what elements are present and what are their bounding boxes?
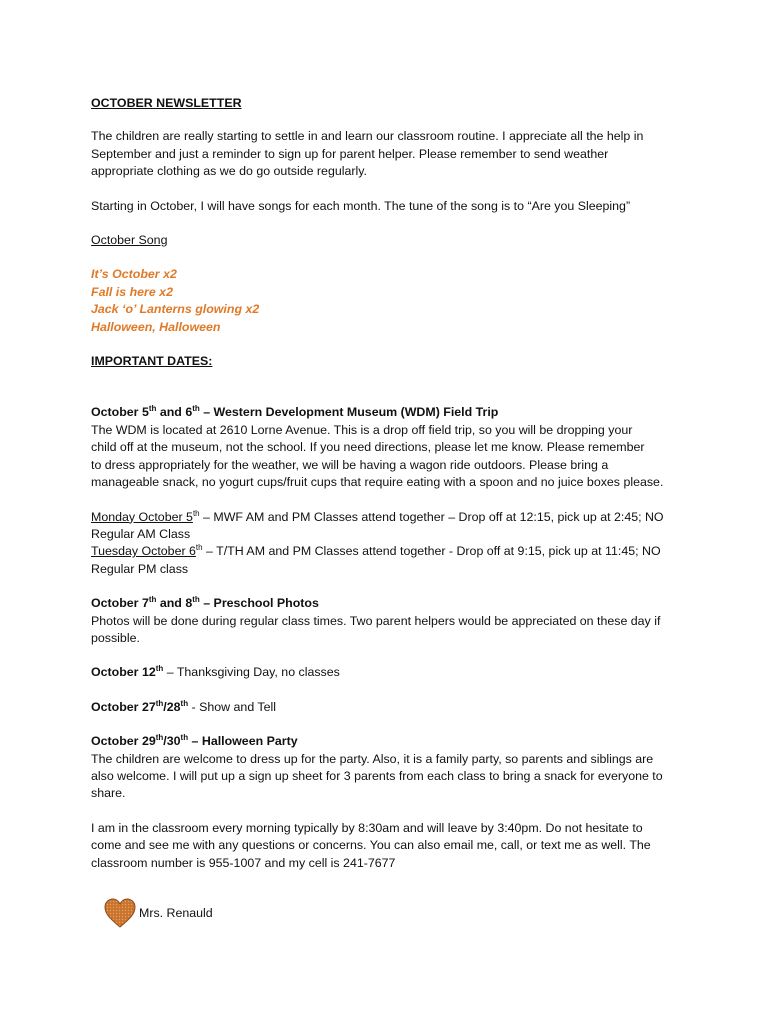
song-lyrics <box>91 266 691 336</box>
field-trip-line: manageable snack, no yogurt cups/fruit cups that require eating with a spoon and no juice boxes please. <box>91 475 664 490</box>
closing-line: I am in the classroom every morning typically by 8:30am and will leave by 3:40pm. Do not hesitate to <box>91 820 643 835</box>
song-heading: October Song <box>91 233 168 248</box>
closing-line: classroom number is 955-1007 and my cell is 241-7677 <box>91 855 396 870</box>
newsletter-title: OCTOBER NEWSLETTER <box>91 96 242 110</box>
song-line: It’s October x2 <box>91 267 177 282</box>
field-trip-section <box>91 404 691 491</box>
song-line: Jack ‘o’ Lanterns glowing x2 <box>91 302 260 317</box>
signature-block <box>103 897 213 929</box>
heading-text: and 6 <box>156 405 193 420</box>
monday-line <box>91 509 691 526</box>
photos-line: possible. <box>91 630 140 645</box>
heart-icon <box>103 897 137 929</box>
halloween-section <box>91 733 691 803</box>
songs-intro: Starting in October, I will have songs for each month. The tune of the song is to “Are you Sleeping” <box>91 198 631 213</box>
song-line: Fall is here x2 <box>91 284 173 299</box>
field-trip-heading <box>91 404 691 421</box>
halloween-line: also welcome. I will put up a sign up sheet for 3 parents from each class to bring a snack for everyone to <box>91 768 663 783</box>
ordinal-suffix: th <box>148 595 157 604</box>
heading-text: – Western Development Museum (WDM) Field Trip <box>199 405 499 420</box>
ordinal-suffix: th <box>155 664 164 674</box>
thanksgiving-section <box>91 664 691 681</box>
newsletter-page <box>91 95 691 889</box>
heading-text: /30 <box>163 734 181 749</box>
tuesday-line <box>91 543 691 560</box>
tuesday-line-2: Regular PM class <box>91 561 189 576</box>
field-trip-line: The WDM is located at 2610 Lorne Avenue. This is a drop off field trip, so you will be dropping your <box>91 422 633 437</box>
monday-detail: – MWF AM and PM Classes attend together – Drop off at 12:15, pick up at 2:45; NO <box>199 509 664 524</box>
ordinal-suffix: th <box>180 733 189 743</box>
ordinal-suffix: th <box>192 508 200 518</box>
field-trip-line: child off at the museum, not the school. If you need directions, please let me know. Please remember <box>91 440 645 455</box>
photos-line: Photos will be done during regular class times. Two parent helpers would be appreciated on these day if <box>91 613 661 628</box>
ordinal-suffix: th <box>195 543 203 553</box>
halloween-line: share. <box>91 786 126 801</box>
class-schedule <box>91 509 691 579</box>
tuesday-detail: – T/TH AM and PM Classes attend together - Drop off at 9:15, pick up at 11:45; NO <box>202 544 661 559</box>
ordinal-suffix: th <box>192 404 200 414</box>
ordinal-suffix: th <box>155 698 164 708</box>
intro-line: The children are really starting to settle in and learn our classroom routine. I appreciate all the help in <box>91 129 644 144</box>
photos-section <box>91 595 691 647</box>
heading-text: – Preschool Photos <box>199 596 319 611</box>
thanksgiving-detail: – Thanksgiving Day, no classes <box>163 665 340 680</box>
photos-heading <box>91 595 691 612</box>
ordinal-suffix: th <box>148 404 157 414</box>
intro-line: appropriate clothing as we do go outside regularly. <box>91 164 367 179</box>
heading-text: – Halloween Party <box>188 734 298 749</box>
show-tell-date: /28 <box>163 699 181 714</box>
thanksgiving-date: October 12 <box>91 665 156 680</box>
signature-name: Mrs. Renauld <box>139 906 213 920</box>
intro-paragraph <box>91 128 691 180</box>
closing-paragraph <box>91 820 691 872</box>
important-dates-heading: IMPORTANT DATES: <box>91 354 213 369</box>
intro-line: September and just a reminder to sign up for parent helper. Please remember to send weather <box>91 146 609 161</box>
show-tell-detail: - Show and Tell <box>188 699 277 714</box>
heading-text: and 8 <box>156 596 193 611</box>
halloween-heading <box>91 733 691 750</box>
show-tell-section <box>91 699 691 716</box>
tuesday-date: Tuesday October 6 <box>91 544 196 559</box>
monday-date: Monday October 5 <box>91 509 193 524</box>
show-tell-date: October 27 <box>91 699 156 714</box>
heading-text: October 7 <box>91 596 149 611</box>
ordinal-suffix: th <box>180 698 189 708</box>
halloween-line: The children are welcome to dress up for the party. Also, it is a family party, so parents and siblings are <box>91 751 654 766</box>
ordinal-suffix: th <box>192 595 200 604</box>
song-line: Halloween, Halloween <box>91 319 221 334</box>
monday-line-2: Regular AM Class <box>91 526 191 541</box>
heading-text: October 29 <box>91 734 156 749</box>
ordinal-suffix: th <box>155 733 164 743</box>
closing-line: come and see me with any questions or concerns. You can also email me, call, or text me as well. The <box>91 838 651 853</box>
heading-text: October 5 <box>91 405 149 420</box>
field-trip-line: to dress appropriately for the weather, we will be having a wagon ride outdoors. Please bring a <box>91 457 609 472</box>
